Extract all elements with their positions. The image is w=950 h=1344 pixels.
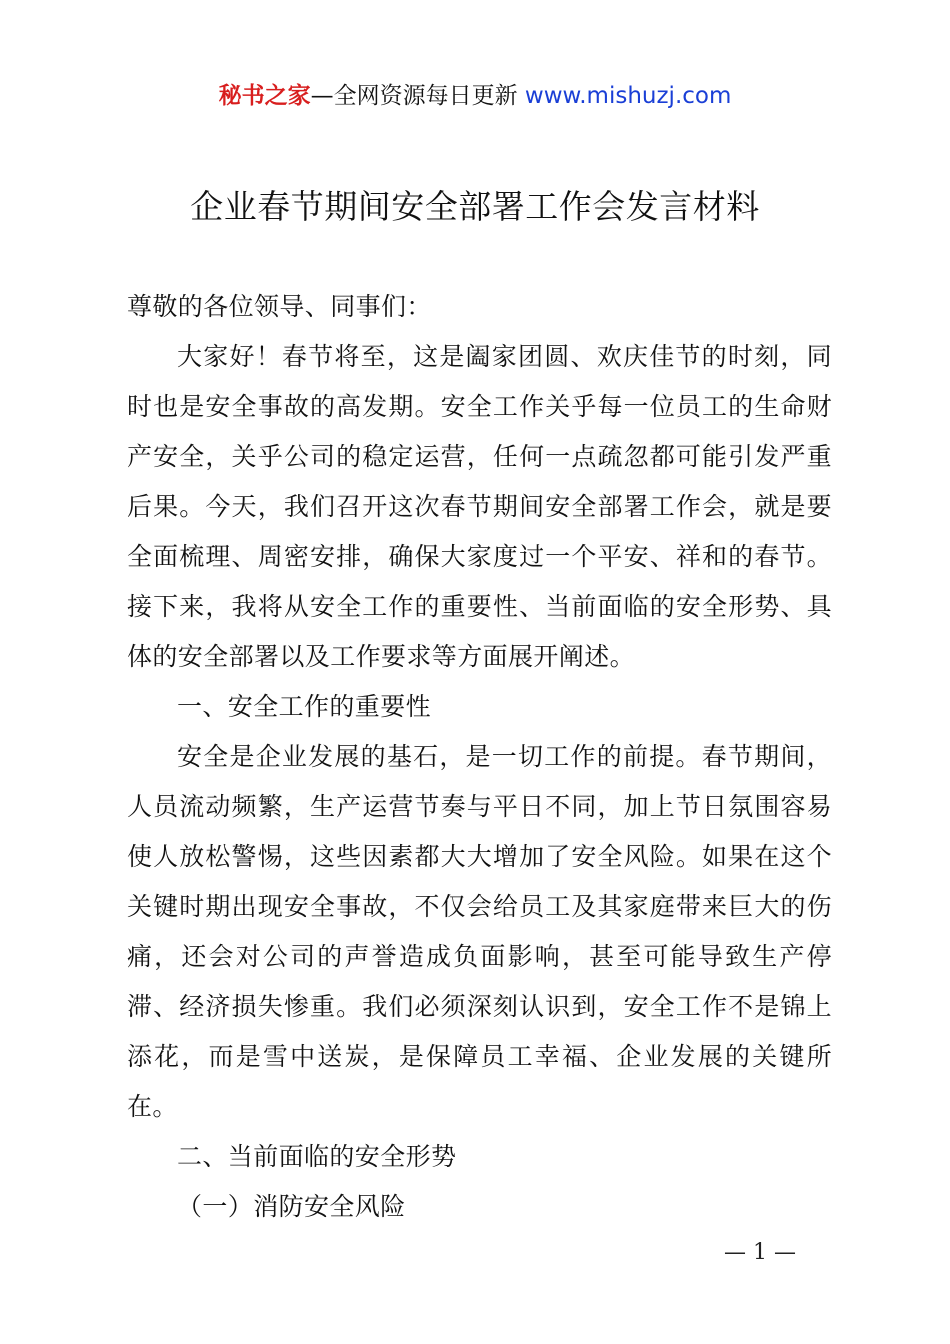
document-body [127, 282, 832, 1232]
banner-brand: 秘书之家 [218, 83, 311, 109]
site-banner [0, 80, 950, 112]
intro-paragraph: 大家好！春节将至，这是阖家团圆、欢庆佳节的时刻，同时也是安全事故的高发期。安全工作关乎每一位员工的生命财产安全，关乎公司的稳定运营，任何一点疏忽都可能引发严重后果。今天，我们召开这次春节期间安全部署工作会，就是要全面梳理、周密安排，确保大家度过一个平安、祥和的春节。接下来，我将从安全工作的重要性、当前面临的安全形势、具体的安全部署以及工作要求等方面展开阐述。 [127, 342, 832, 671]
section-heading-importance: 一、安全工作的重要性 [177, 692, 432, 721]
banner-slogan: —全网资源每日更新 [310, 83, 525, 109]
salutation: 尊敬的各位领导、同事们： [127, 292, 432, 321]
banner-url-link[interactable]: www.mishuzj.com [524, 83, 732, 109]
section-heading-situation: 二、当前面临的安全形势 [177, 1142, 457, 1171]
page-number: — 1 — [724, 1240, 796, 1265]
importance-paragraph: 安全是企业发展的基石，是一切工作的前提。春节期间，人员流动频繁，生产运营节奏与平日不同，加上节日氛围容易使人放松警惕，这些因素都大大增加了安全风险。如果在这个关键时期出现安全事故，不仅会给员工及其家庭带来巨大的伤痛，还会对公司的声誉造成负面影响，甚至可能导致生产停滞、经济损失惨重。我们必须深刻认识到，安全工作不是锦上添花，而是雪中送炭，是保障员工幸福、企业发展的关键所在。 [127, 742, 832, 1121]
document-title: 企业春节期间安全部署工作会发言材料 [190, 187, 760, 226]
subsection-heading-fire-safety: （一）消防安全风险 [177, 1192, 406, 1221]
